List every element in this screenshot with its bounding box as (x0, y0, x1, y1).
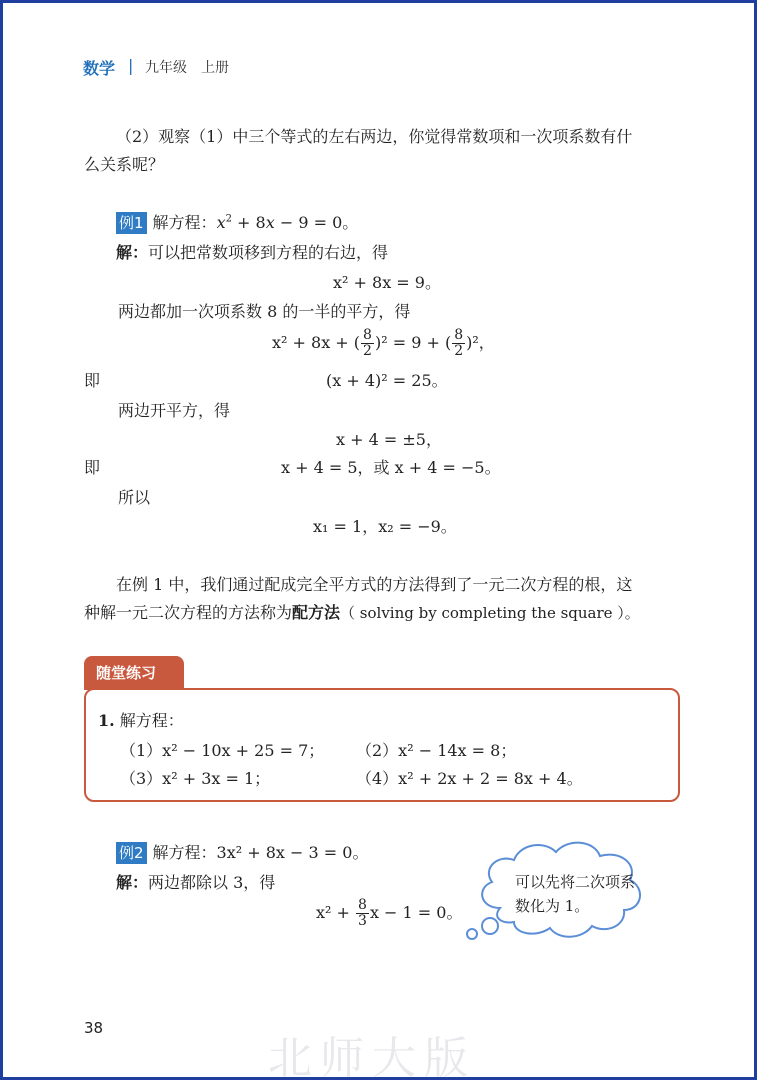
fraction-8-over-2: $\frac{8}{2}$ (363, 327, 372, 359)
example-2-label: 例2 (116, 842, 147, 864)
term-peifangfa: 配方法 (292, 603, 341, 622)
practice-tab: 随堂练习 (84, 656, 184, 690)
example-1-label: 例1 (116, 212, 147, 234)
ji-label-1: 即 (84, 371, 101, 390)
example-1-step-3: 两边开平方，得 (118, 401, 231, 420)
header-book-title: 九年级 上册 (145, 60, 229, 76)
thought-bubble-text: 可以先将二次项系数化为 1。 (515, 873, 636, 915)
header-subject: 数学 (83, 59, 116, 78)
ji-label-2: 即 (84, 458, 101, 477)
summary-line-2: 种解一元二次方程的方法称为配方法（ solving by completing the square ）。 (84, 603, 640, 622)
fraction-8-over-3: $\frac{8}{3}$ (358, 897, 367, 929)
practice-item-1: （1）x² − 10x + 25 = 7； (120, 741, 325, 760)
solution-label: 解： (116, 243, 149, 262)
example-2-step-1: 解：两边都除以 3，得 (116, 873, 276, 892)
intro-line-1: （2）观察（1）中三个等式的左右两边，你觉得常数项和一次项系数有什 (116, 127, 633, 146)
summary-line-1: 在例 1 中，我们通过配成完全平方式的方法得到了一元二次方程的根，这 (116, 575, 633, 594)
step-1-text: 可以把常数项移到方程的右边，得 (148, 243, 389, 262)
example-1-eq-5: x + 4 = 5，或 x + 4 = −5。 (281, 458, 501, 477)
header-separator: | (128, 56, 134, 75)
example-2-heading (116, 840, 368, 866)
practice-item-3: （3）x² + 3x = 1； (120, 769, 271, 788)
practice-question: 1. 解方程： (98, 711, 184, 730)
example-1-eq-3: (x + 4)² = 25。 (326, 371, 448, 390)
example-1-eq-6: x₁ = 1，x₂ = −9。 (313, 517, 457, 536)
example-1-prompt: 解方程： (152, 213, 217, 232)
intro-line-2: 么关系呢？ (84, 155, 165, 174)
example-1-eq-4: x + 4 = ±5， (336, 430, 442, 449)
example-1-step-2: 两边都加一次项系数 8 的一半的平方，得 (118, 302, 411, 321)
practice-item-4: （4）x² + 2x + 2 = 8x + 4。 (356, 769, 583, 788)
fraction-8-over-2-b: $\frac{8}{2}$ (454, 327, 464, 359)
example-1-step-1 (116, 240, 388, 266)
example-1-heading (116, 210, 358, 236)
example-2-eq-1: x² + $\frac{8}{3}$ x − 1 = 0。 (316, 897, 463, 929)
example-1-eq-2: x² + 8x + ( $\frac{8}{2}$ )² = 9 + ( $\frac{8}{2}$ )²， (272, 327, 495, 359)
example-1-eq-1: x² + 8x = 9。 (333, 273, 441, 292)
practice-item-2: （2）x² − 14x = 8； (356, 741, 517, 760)
publisher-watermark: 北师大版 (268, 1033, 476, 1084)
example-1-equation: $x^2 + 8x - 9 = 0$。 (216, 213, 359, 232)
suoyi-label: 所以 (118, 488, 151, 507)
page-number: 38 (84, 1019, 104, 1037)
example-2-prompt: 解方程：3x² + 8x − 3 = 0。 (152, 843, 369, 862)
